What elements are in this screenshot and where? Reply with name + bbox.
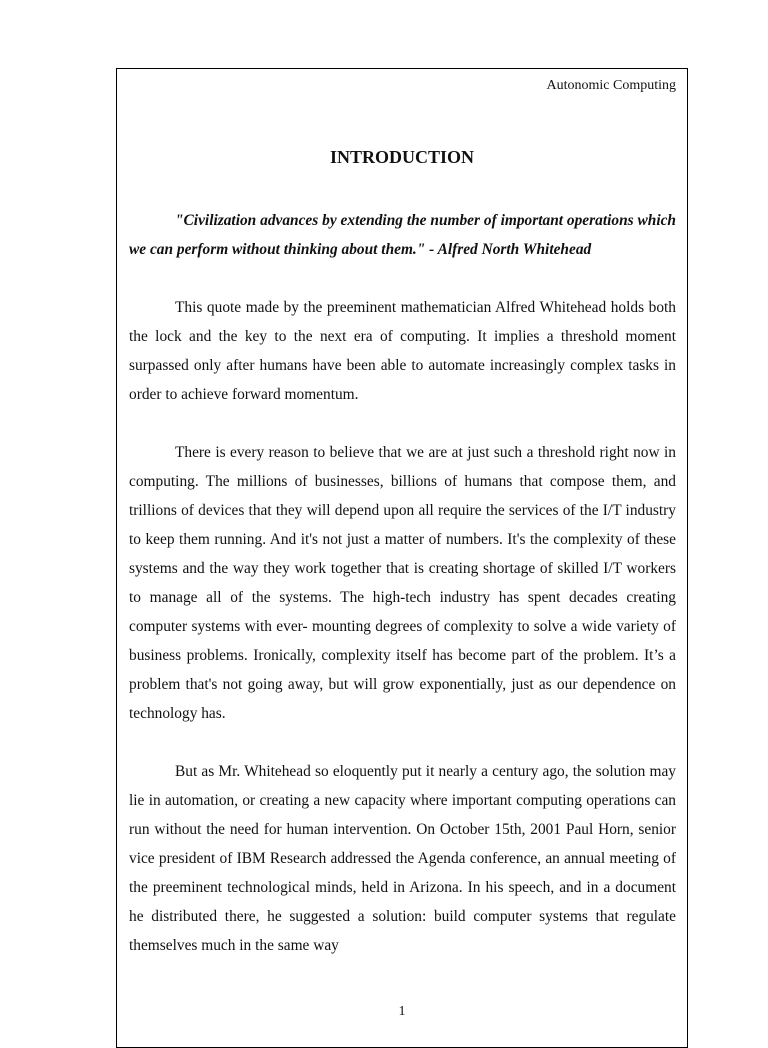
paragraph: This quote made by the preeminent mathematician Alfred Whitehead holds both the lock and the key to the next era of computing. It implies a threshold moment surpassed only after humans have been able to automate increasingly complex tasks in order to achieve forward momentum. (129, 299, 676, 403)
page-number: 1 (398, 1004, 406, 1019)
running-header: Autonomic Computing (546, 78, 676, 93)
body-text (129, 206, 676, 989)
document-page (116, 68, 688, 1048)
epigraph-quote: "Civilization advances by extending the number of important operations which we can perform without thinking about them." - Alfred North Whitehead (129, 212, 676, 258)
section-title: INTRODUCTION (329, 147, 475, 167)
paragraph: There is every reason to believe that we are at just such a threshold right now in computing. The millions of businesses, billions of humans that compose them, and trillions of devices that they will depend upon all require the services of the I/T industry to keep them running. And it's not just a matter of numbers. It's the complexity of these systems and the way they work together that is creating shortage of skilled I/T workers to manage all of the systems. The high-tech industry has spent decades creating computer systems with ever- mounting degrees of complexity to solve a wide variety of business problems. Ironically, complexity itself has become part of the problem. It’s a problem that's not going away, but will grow exponentially, just as our dependence on technology has. (129, 444, 676, 722)
paragraph: But as Mr. Whitehead so eloquently put it nearly a century ago, the solution may lie in automation, or creating a new capacity where important computing operations can run without the need for human intervention. On October 15th, 2001 Paul Horn, senior vice president of IBM Research addressed the Agenda conference, an annual meeting of the preeminent technological minds, held in Arizona. In his speech, and in a document he distributed there, he suggested a solution: build computer systems that regulate themselves much in the same way (129, 763, 676, 954)
